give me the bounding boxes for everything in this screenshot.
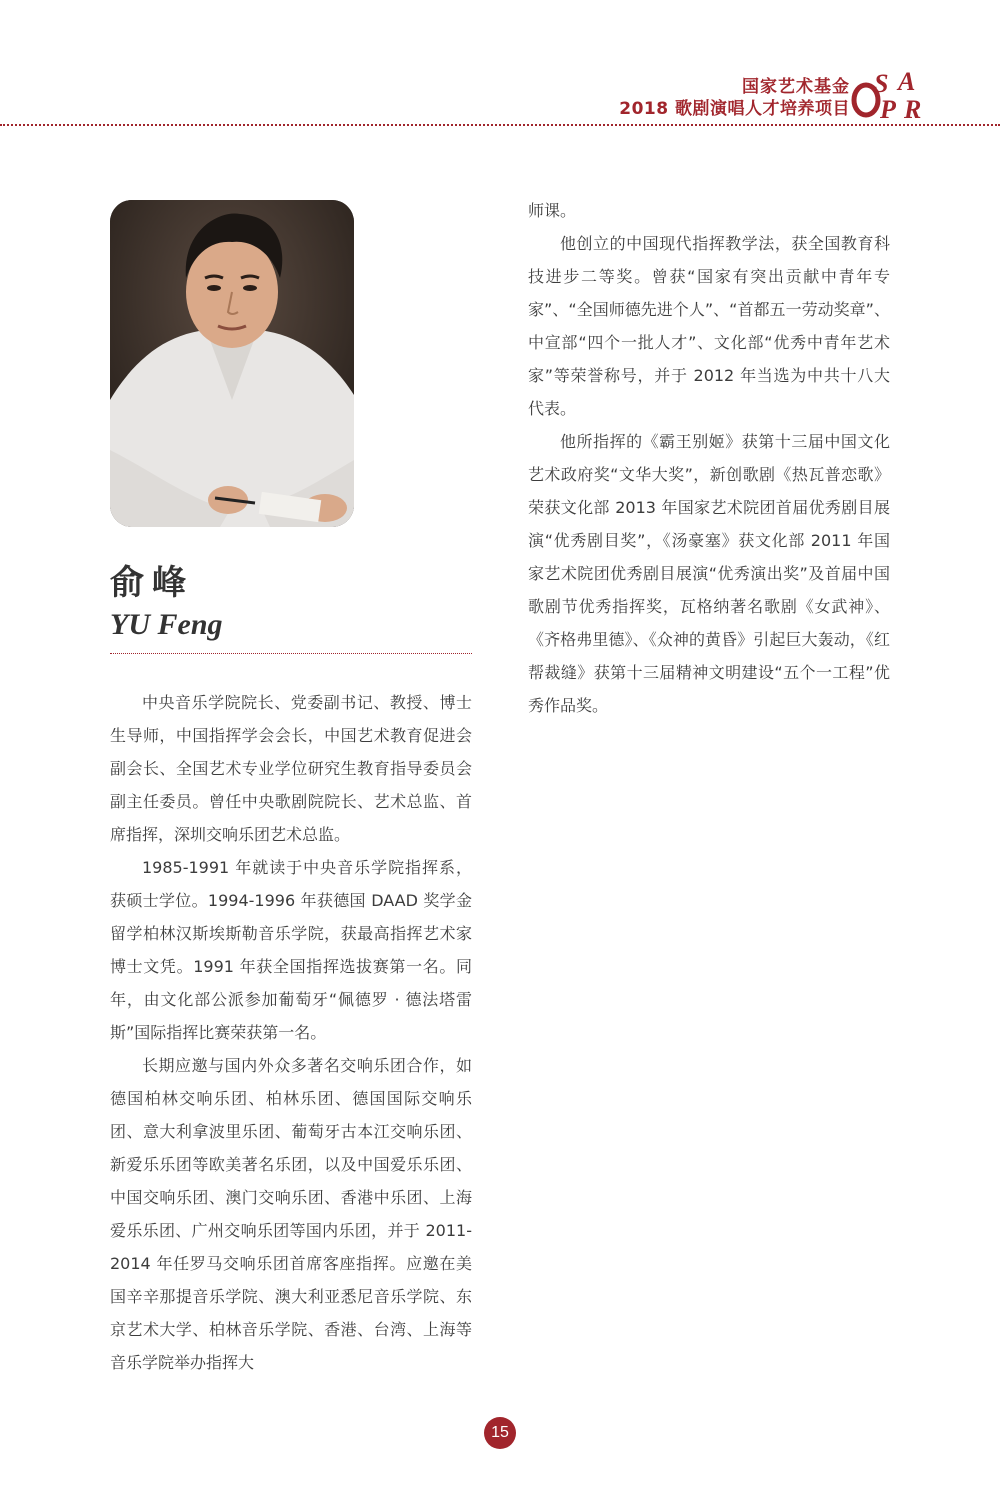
logo-letter-p: P [880, 95, 896, 124]
logo-letter-a: A [898, 68, 916, 96]
bio-continuation: 师课。 [528, 201, 577, 220]
logo-letter-r: R [904, 95, 922, 124]
biography-left-column [110, 686, 472, 1379]
bio-paragraph: 他所指挥的《霸王别姬》获第十三届中国文化艺术政府奖“文华大奖”，新创歌剧《热瓦普恋歌》荣获文化部 2013 年国家艺术院团首届优秀剧目展演“优秀剧目奖”，《汤豪塞》获文化部 2011 年国家艺术院团优秀剧目展演“优秀演出奖”及首届中国歌剧节优秀指挥奖，瓦格纳著名歌剧《女武神》、《齐格弗里德》、《众神的黄昏》引起巨大轰动，《红帮裁缝》获第十三届精神文明建设“五个一工程”优秀作品奖。 [528, 432, 890, 715]
header-line2: 2018 歌剧演唱人才培养项目 [619, 99, 850, 119]
portrait-photo [110, 200, 354, 527]
bio-paragraph: 中央音乐学院院长、党委副书记、教授、博士生导师，中国指挥学会会长，中国艺术教育促进会副会长、全国艺术专业学位研究生教育指导委员会副主任委员。曾任中央歌剧院院长、艺术总监、首席指挥，深圳交响乐团艺术总监。 [110, 693, 472, 844]
page-number-badge: 15 [484, 1417, 516, 1449]
bio-paragraph: 1985-1991 年就读于中央音乐学院指挥系，获硕士学位。1994-1996 年获德国 DAAD 奖学金留学柏林汉斯埃斯勒音乐学院，获最高指挥艺术家博士文凭。1991 年获全国指挥选拔赛第一名。同年，由文化部公派参加葡萄牙“佩德罗 · 德法塔雷斯”国际指挥比赛荣获第一名。 [110, 858, 472, 1042]
biography-right-column [528, 194, 890, 722]
header-title [619, 76, 850, 120]
bio-paragraph: 他创立的中国现代指挥教学法，获全国教育科技进步二等奖。曾获“国家有突出贡献中青年专家”、“全国师德先进个人”、“首都五一劳动奖章”、中宣部“四个一批人才”、文化部“优秀中青年艺术家”等荣誉称号，并于 2012 年当选为中共十八大代表。 [528, 234, 890, 418]
header-divider [0, 124, 1000, 126]
header-line1: 国家艺术基金 [742, 77, 850, 97]
name-english: YU Feng [110, 608, 223, 641]
logo-letter-s: S [874, 69, 889, 98]
portrait-illustration [110, 200, 354, 527]
bio-paragraph: 长期应邀与国内外众多著名交响乐团合作，如德国柏林交响乐团、柏林乐团、德国国际交响乐团、意大利拿波里乐团、葡萄牙古本江交响乐团、新爱乐乐团等欧美著名乐团，以及中国爱乐乐团、中国交响乐团、澳门交响乐团、香港中乐团、上海爱乐乐团、广州交响乐团等国内乐团，并于 2011-2014 年任罗马交响乐团首席客座指挥。应邀在美国辛辛那提音乐学院、澳大利亚悉尼音乐学院、东京艺术大学、柏林音乐学院、香港、台湾、上海等音乐学院举办指挥大 [110, 1056, 472, 1372]
name-divider [110, 653, 472, 654]
name-chinese: 俞峰 [110, 563, 194, 603]
ospr-logo [850, 68, 934, 124]
